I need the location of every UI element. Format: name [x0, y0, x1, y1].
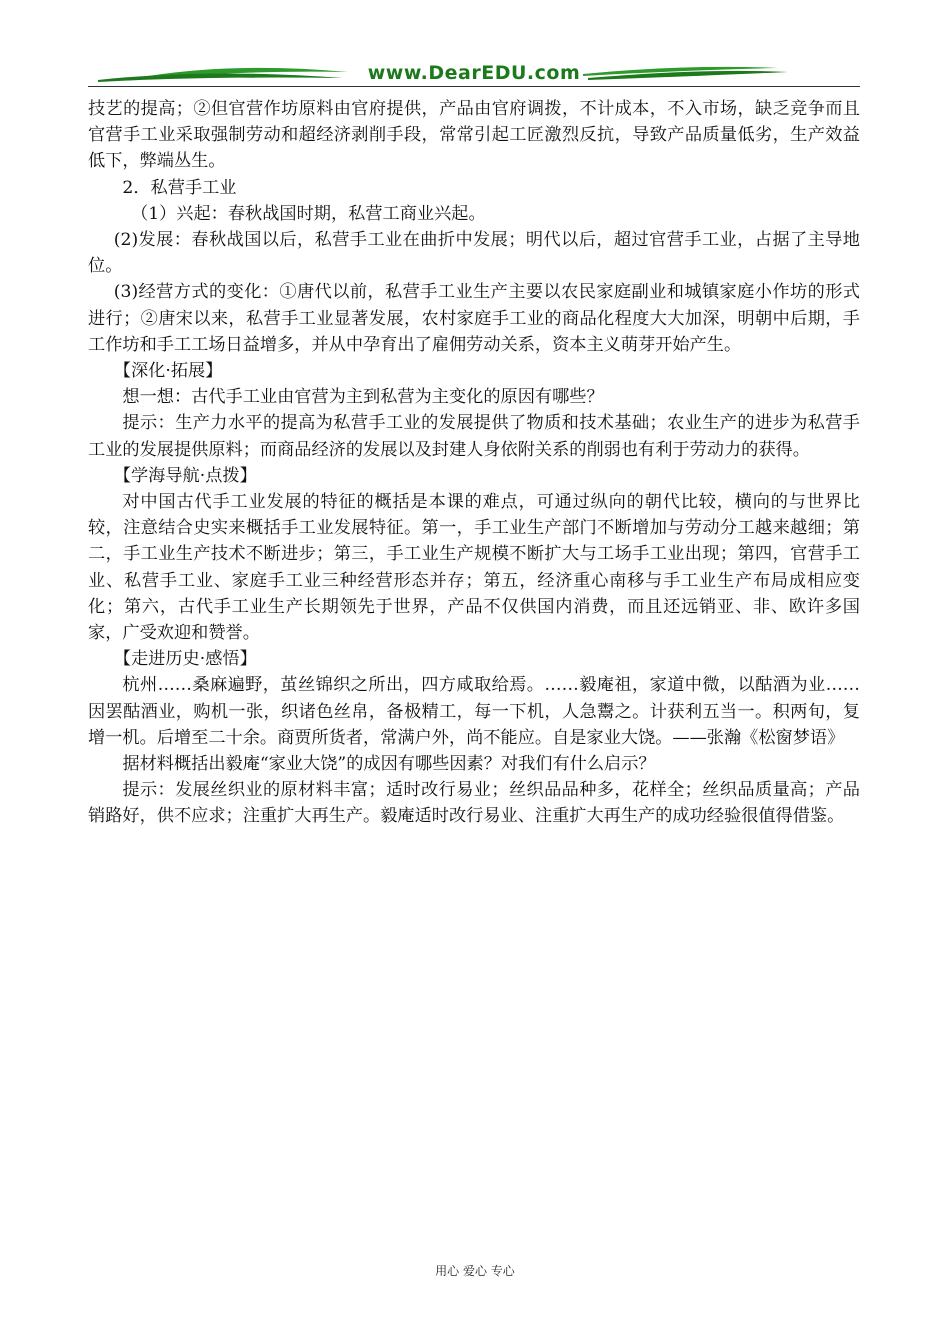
- paragraph: （1）兴起：春秋战国时期，私营工商业兴起。: [131, 203, 486, 224]
- paragraph: 技艺的提高；②但官营作坊原料由官府提供，产品由官府调拨，不计成本，不入市场，缺乏竞争而且官营手工业采取强制劳动和超经济剥削手段，常常引起工匠激烈反抗，导致产品质量低劣，生产效益低下，弊端丛生。: [88, 99, 860, 172]
- paragraph: (3)经营方式的变化：①唐代以前，私营手工业生产主要以农民家庭副业和城镇家庭小作坊的形式进行；②唐宋以来，私营手工业显著发展，农村家庭手工业的商品化程度大大加深，明朝中后期，手工作坊和手工工场日益增多，并从中孕育出了雇佣劳动关系，资本主义萌芽开始产生。: [88, 282, 860, 355]
- site-logo-text[interactable]: www.DearEDU.com: [367, 62, 581, 84]
- paragraph: 对中国古代手工业发展的特征的概括是本课的难点，可通过纵向的朝代比较，横向的与世界比较，注意结合史实来概括手工业发展特征。第一，手工业生产部门不断增加与劳动分工越来越细；第二，手工业生产技术不断进步；第三，手工业生产规模不断扩大与工场手工业出现；第四，官营手工业、私营手工业、家庭手工业三种经营形态并存；第五，经济重心南移与手工业生产布局成相应变化；第六，古代手工业生产长期领先于世界，产品不仅供国内消费，而且还远销亚、非、欧许多国家，广受欢迎和赞誉。: [88, 492, 860, 644]
- site-header: [88, 56, 860, 90]
- quoted-passage: 杭州……桑麻遍野，茧丝锦织之所出，四方咸取给焉。……毅庵祖，家道中微，以酤酒为业……因罢酤酒业，购机一张，织诸色丝帛，备极精工，每一下机，人急鬻之。计获利五当一。积两旬，复增一机。后增至二十余。商贾所货者，常满户外，尚不能应。自是家业大饶。——张瀚《松窗梦语》: [88, 675, 860, 748]
- page-footer: 用心 爱心 专心: [435, 1264, 515, 1278]
- section-heading: 【学海导航·点拨】: [113, 465, 257, 486]
- section-heading: 【走进历史·感悟】: [113, 649, 257, 670]
- header-divider: [88, 86, 860, 87]
- document-body: [88, 96, 860, 830]
- section-heading: 【深化·拓展】: [113, 361, 223, 382]
- paragraph: 提示：生产力水平的提高为私营手工业的发展提供了物质和技术基础；农业生产的进步为私营手工业的发展提供原料；而商品经济的发展以及封建人身依附关系的削弱也有利于劳动力的获得。: [88, 413, 860, 460]
- paragraph: (2)发展：春秋战国以后，私营手工业在曲折中发展；明代以后，超过官营手工业，占据了主导地位。: [88, 230, 860, 277]
- paragraph: 想一想：古代手工业由官营为主到私营为主变化的原因有哪些？: [122, 387, 604, 408]
- paragraph: 据材料概括出毅庵“家业大饶”的成因有哪些因素？对我们有什么启示？: [122, 754, 656, 775]
- section-heading: 2．私营手工业: [122, 177, 237, 198]
- paragraph: 提示：发展丝织业的原材料丰富；适时改行易业；丝织品品种多，花样全；丝织品质量高；产品销路好，供不应求；注重扩大再生产。毅庵适时改行易业、注重扩大再生产的成功经验很值得借鉴。: [88, 780, 860, 827]
